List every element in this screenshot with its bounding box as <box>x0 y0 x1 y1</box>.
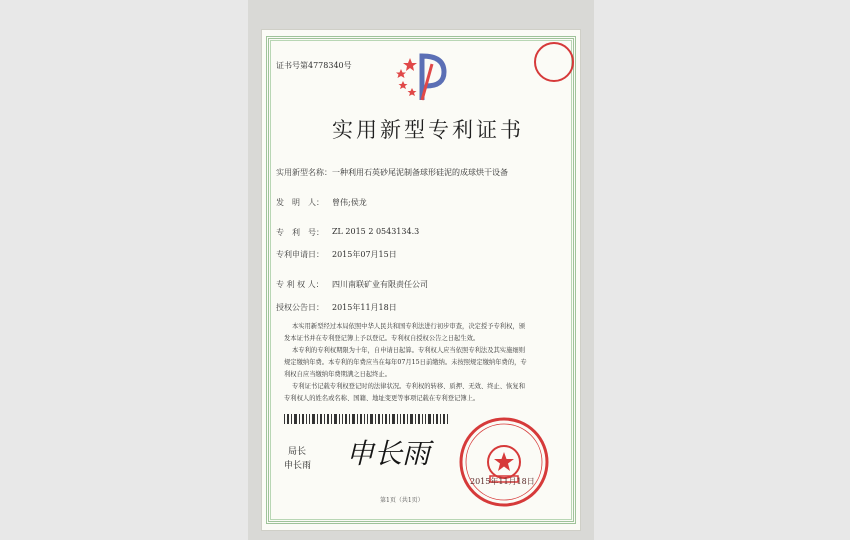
seal-date: 2015年11月18日 <box>470 477 535 486</box>
field-value-patent-number: ZL 2015 2 0543134.3 <box>332 227 420 236</box>
body-line: 利权自应当缴纳年费期满之日起终止。 <box>284 371 392 378</box>
body-line: 规定缴纳年费。本专利的年费应当在每年07月15日前缴纳。未按照规定缴纳年费的，专 <box>284 359 527 366</box>
director-title: 局长 <box>288 447 307 457</box>
body-line: 本专利的专利权期限为十年，自申请日起算。专利权人应当依照专利法及其实施细则 <box>292 347 525 354</box>
field-value-application-date: 2015年07月15日 <box>332 250 397 259</box>
field-label-patent-number: 专 利 号： <box>276 228 324 237</box>
body-line: 本实用新型经过本局依照中华人民共和国专利法进行初步审查，决定授予专利权，颁 <box>292 323 525 330</box>
certificate-page <box>262 30 580 530</box>
field-value-patentee: 四川南联矿业有限责任公司 <box>332 280 428 289</box>
body-line: 专利权人的姓名或名称、国籍、地址变更等事项记载在专利登记簿上。 <box>284 395 480 402</box>
field-label-inventor: 发 明 人： <box>276 198 324 207</box>
field-value-grant-date: 2015年11月18日 <box>332 303 397 312</box>
body-line: 专利证书记载专利权登记时的法律状况。专利权的转移、质押、无效、终止、恢复和 <box>292 383 525 390</box>
top-right-seal-icon <box>534 42 574 82</box>
field-label-name: 实用新型名称： <box>276 168 332 177</box>
state-seal-icon <box>458 416 550 508</box>
director-name: 申长雨 <box>284 461 312 471</box>
director-signature: 申长雨 <box>346 437 431 470</box>
barcode-icon <box>284 414 450 424</box>
field-label-grant-date: 授权公告日： <box>276 303 324 312</box>
certificate-title: 实用新型专利证书 <box>332 118 524 142</box>
field-value-inventor: 曾伟;侯龙 <box>332 198 367 207</box>
certificate-number: 证书号第4778340号 <box>276 61 352 70</box>
field-value-name: 一种利用石英砂尾泥制备球形硅泥的成球烘干设备 <box>332 168 508 177</box>
patent-office-logo-icon <box>392 50 456 108</box>
field-label-application-date: 专利申请日： <box>276 250 324 259</box>
body-line: 发本证书并在专利登记簿上予以登记。专利权自授权公告之日起生效。 <box>284 335 480 342</box>
field-label-patentee: 专 利 权 人： <box>276 280 324 289</box>
page-label: 第1页（共1页） <box>380 497 424 504</box>
